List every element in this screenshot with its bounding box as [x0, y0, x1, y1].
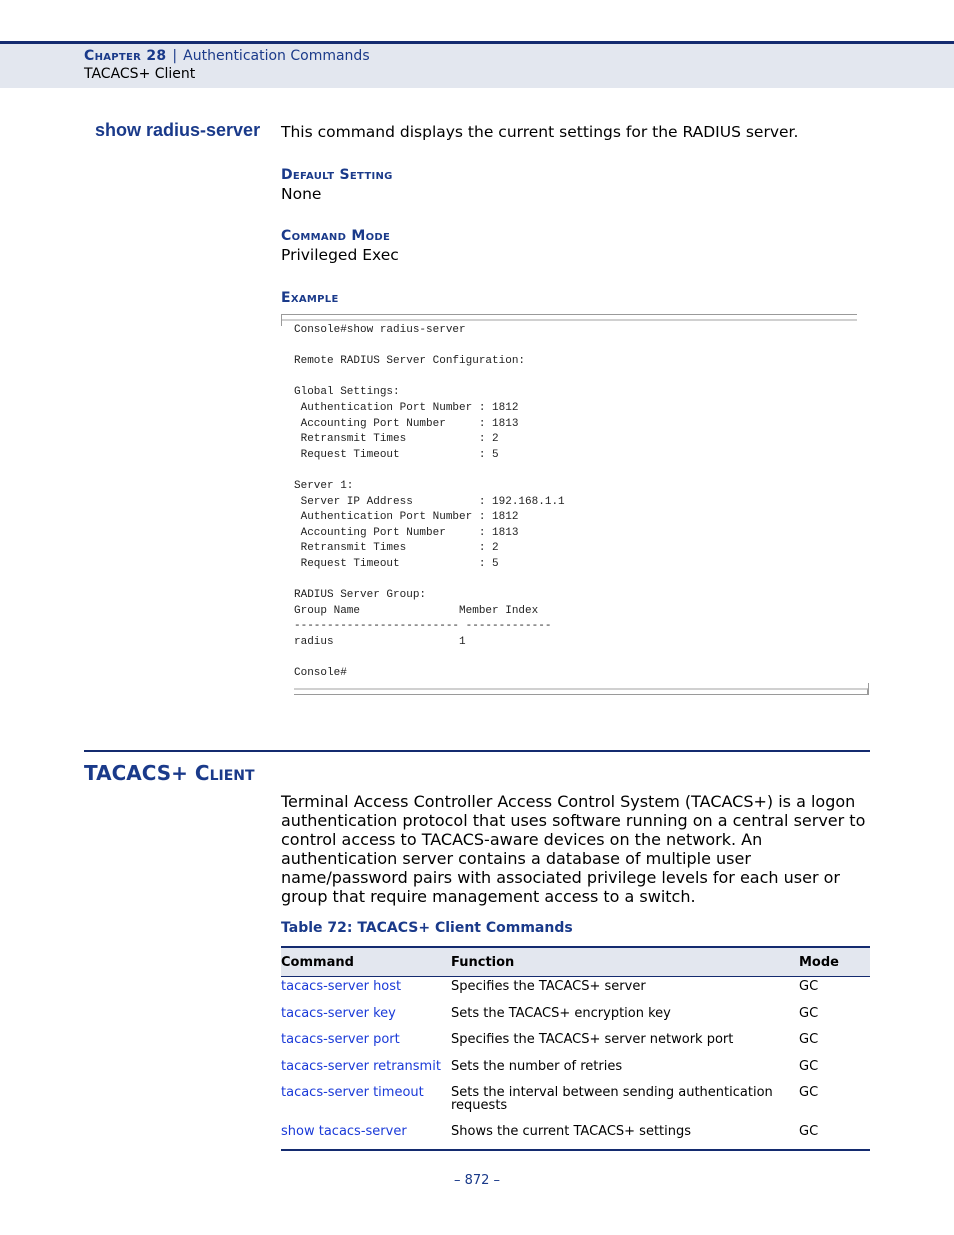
header-chapter-line — [84, 48, 370, 64]
example-code: Console#show radius-server Remote RADIUS Server Configuration: Global Settings: Authentication Port Number : 1812 Accounting Port Number : 1813 Retransmit Times : 2 Request Timeout : 5 Server 1: Server IP Address : 192.168.1.1 Authentication Port Number : 1812 Accounting Port Number : 1813 Retransmit Times : 2 Request Timeout : 5 RADIUS Server Group: Group Name Member Index ------------------------- ------------- radius 1 Console# — [294, 324, 565, 680]
function-cell: Specifies the TACACS+ server — [451, 979, 646, 994]
running-header — [0, 41, 954, 88]
table-row — [281, 1057, 870, 1084]
chapter-label: Chapter 28 — [84, 48, 167, 64]
table-row — [281, 977, 870, 1004]
command-link[interactable]: tacacs-server timeout — [281, 1085, 424, 1100]
default-setting-heading: Default Setting — [281, 167, 393, 183]
mode-cell: GC — [799, 1124, 819, 1139]
table-caption: Table 72: TACACS+ Client Commands — [281, 920, 573, 936]
table-row — [281, 1004, 870, 1031]
commands-table — [281, 946, 870, 1151]
function-cell: Sets the interval between sending authentication requests — [451, 1085, 773, 1113]
function-cell: Sets the number of retries — [451, 1058, 623, 1074]
code-box-top-rule — [281, 314, 857, 321]
section-title: TACACS+ Client — [84, 761, 255, 785]
code-box-right-rule — [864, 683, 869, 695]
example-heading: Example — [281, 290, 339, 306]
function-cell: Shows the current TACACS+ settings — [451, 1124, 692, 1139]
command-link[interactable]: tacacs-server key — [281, 1005, 396, 1021]
command-link[interactable]: tacacs-server port — [281, 1032, 400, 1047]
command-mode-value: Privileged Exec — [281, 246, 399, 264]
code-box-bottom-rule — [294, 688, 868, 695]
section-paragraph: Terminal Access Controller Access Control System (TACACS+) is a logon authentication protocol that uses software running on a central server to control access to TACACS-aware devices on the network. An authentication server contains a database of multiple user name/password pairs with associated privilege levels for each user or group that require management access to a switch. — [281, 792, 866, 906]
default-setting-value: None — [281, 185, 322, 203]
command-link[interactable]: show tacacs-server — [281, 1124, 407, 1139]
header-separator: | — [172, 48, 178, 64]
mode-cell: GC — [799, 1058, 819, 1074]
table-row — [281, 1083, 870, 1122]
function-cell: Sets the TACACS+ encryption key — [451, 1005, 671, 1021]
chapter-title: Authentication Commands — [183, 48, 370, 64]
code-box-left-rule — [281, 314, 286, 326]
command-description: This command displays the current settings for the RADIUS server. — [281, 123, 799, 141]
mode-cell: GC — [799, 1085, 819, 1100]
mode-cell: GC — [799, 979, 819, 994]
table-header-row — [281, 947, 870, 977]
section-divider — [84, 750, 870, 752]
function-cell: Specifies the TACACS+ server network port — [451, 1032, 734, 1047]
mode-cell: GC — [799, 1032, 819, 1047]
command-mode-heading: Command Mode — [281, 228, 391, 244]
mode-cell: GC — [799, 1005, 819, 1021]
column-header-command: Command — [281, 947, 451, 977]
command-title: show radius-server — [95, 120, 261, 140]
header-subtitle: TACACS+ Client — [84, 66, 196, 82]
command-link[interactable]: tacacs-server host — [281, 979, 402, 994]
table-row — [281, 1122, 870, 1150]
example-code-box — [281, 314, 869, 695]
table-row — [281, 1030, 870, 1057]
column-header-function: Function — [451, 947, 799, 977]
command-link[interactable]: tacacs-server retransmit — [281, 1058, 441, 1074]
column-header-mode: Mode — [799, 947, 870, 977]
page-number: – 872 – — [453, 1173, 501, 1188]
